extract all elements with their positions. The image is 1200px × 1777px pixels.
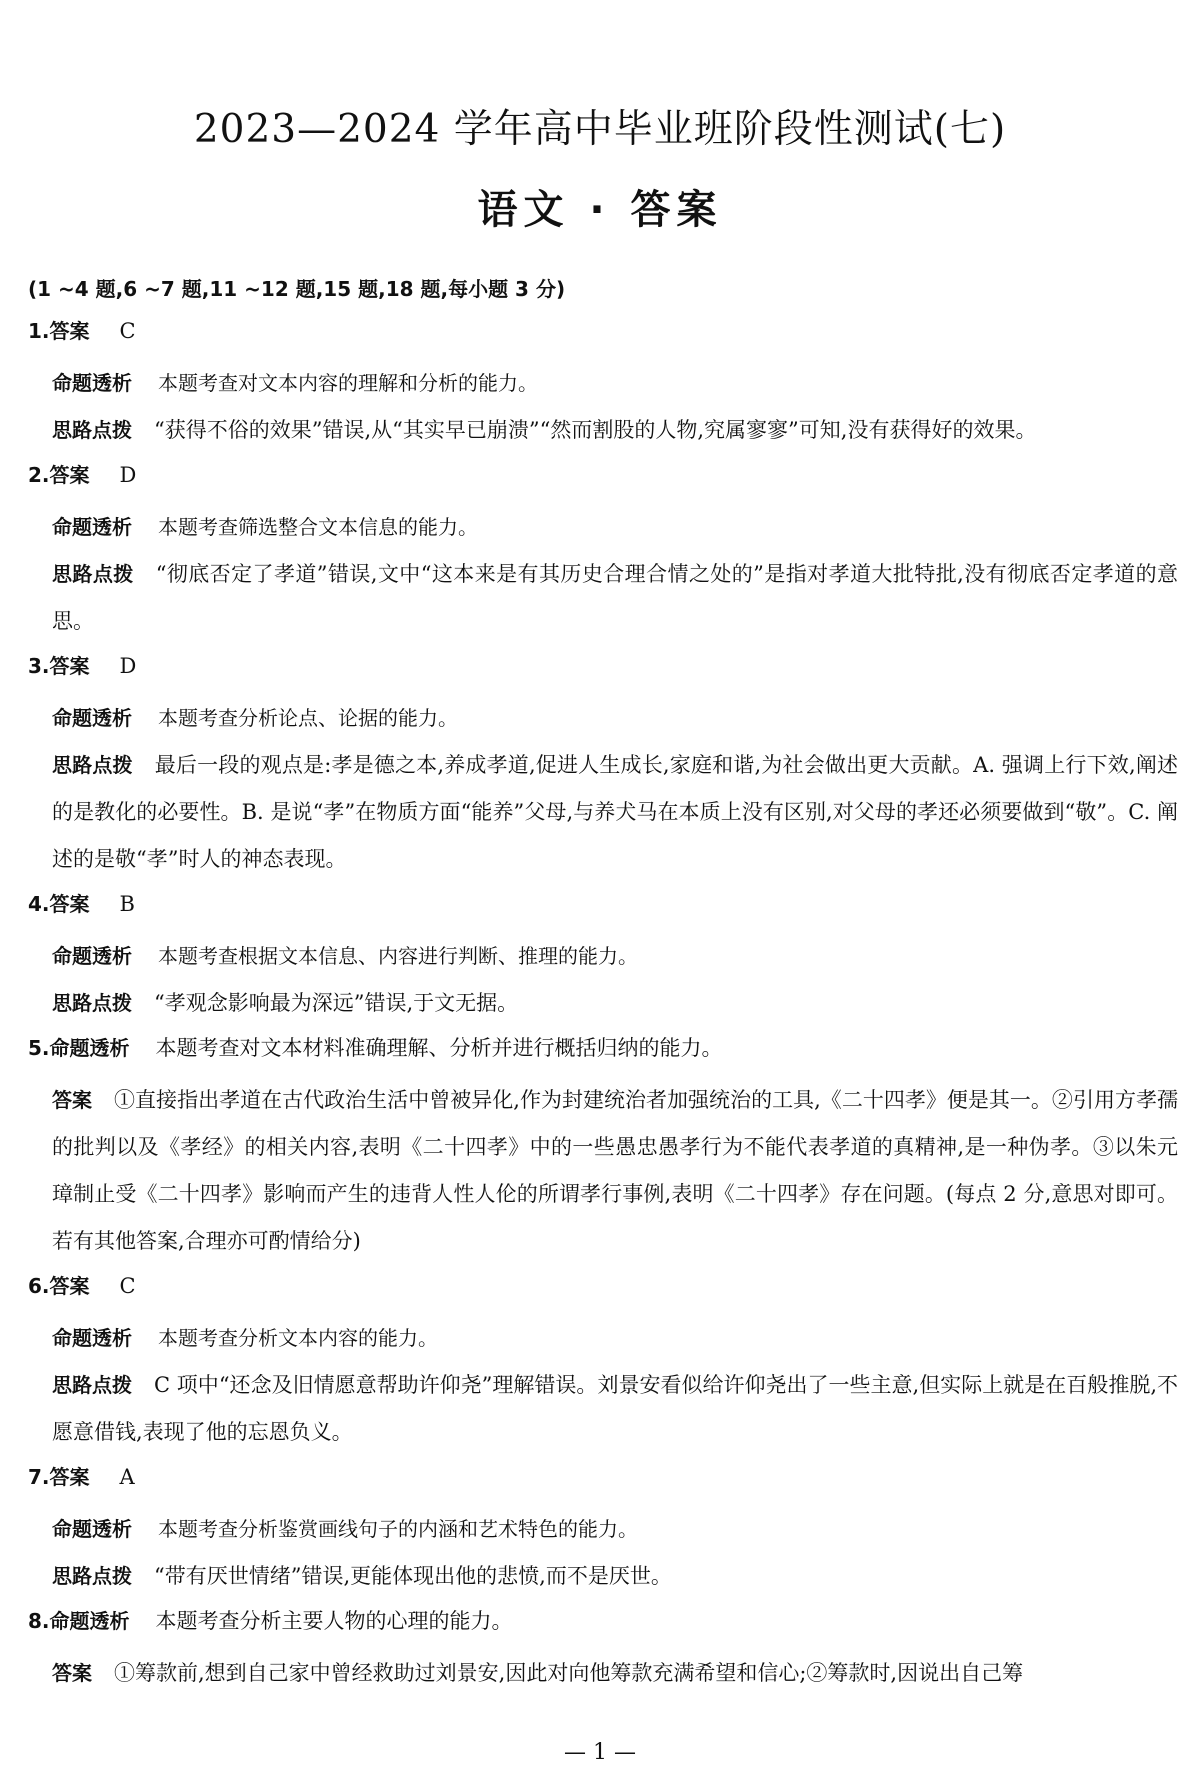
intent-label: 命题透析: [52, 1517, 132, 1541]
answer-value: B: [119, 892, 135, 916]
intent-text: 本题考查筛选整合文本信息的能力。: [158, 515, 478, 539]
answer-label: 答案: [49, 319, 90, 343]
question-number: 3.: [28, 654, 50, 678]
intent-label: 命题透析: [52, 944, 132, 968]
hint-text: 最后一段的观点是:孝是德之本,养成孝道,促进人生成长,家庭和谐,为社会做出更大贡献。A. 强调上行下效,阐述的是教化的必要性。B. 是说“孝”在物质方面“能养”父母,与养犬马在本质上没有区别,对父母的孝还必须要做到“敬”。C. 阐述的是敬“孝”时人的神态表现。: [52, 753, 1178, 871]
hint-text: “孝观念影响最为深远”错误,于文无据。: [154, 991, 519, 1015]
question-3-hint: [28, 742, 1178, 883]
hint-text: “获得不俗的效果”错误,从“其实早已崩溃”“然而割股的人物,究属寥寥”可知,没有获得好的效果。: [154, 418, 1037, 442]
hint-text: C 项中“还念及旧情愿意帮助许仰尧”理解错误。刘景安看似给许仰尧出了一些主意,但实际上就是在百般推脱,不愿意借钱,表现了他的忘恩负义。: [52, 1373, 1179, 1444]
answer-label: 答案: [52, 1088, 93, 1112]
hint-text: “彻底否定了孝道”错误,文中“这本来是有其历史合理合情之处的”是指对孝道大批特批,没有彻底否定孝道的意思。: [52, 562, 1178, 633]
question-5-intent: [28, 1027, 1178, 1069]
answer-label: 答案: [52, 1661, 92, 1685]
page-number: — 1 —: [564, 1740, 636, 1765]
intent-text: 本题考查分析主要人物的心理的能力。: [155, 1609, 513, 1633]
intent-label: 命题透析: [52, 706, 132, 730]
intent-text: 本题考查对文本材料准确理解、分析并进行概括归纳的能力。: [155, 1036, 723, 1060]
intent-label: 命题透析: [49, 1036, 130, 1060]
question-5-answer: [28, 1077, 1178, 1265]
question-number: 1.: [28, 319, 50, 343]
scoring-note: (1 ~4 题,6 ~7 题,11 ~12 题,15 题,18 题,每小题 3 分): [28, 277, 566, 301]
question-number: 4.: [28, 892, 50, 916]
intent-label: 命题透析: [52, 371, 132, 395]
question-3-answer: [28, 645, 1178, 687]
question-1-intent: [28, 360, 1178, 407]
hint-label: 思路点拨: [52, 991, 132, 1015]
question-6-answer: [28, 1265, 1178, 1307]
hint-label: 思路点拨: [52, 1564, 132, 1588]
intent-text: 本题考查分析文本内容的能力。: [158, 1326, 438, 1350]
question-6-intent: [28, 1315, 1178, 1362]
answer-text: ①直接指出孝道在古代政治生活中曾被异化,作为封建统治者加强统治的工具,《二十四孝》便是其一。②引用方孝孺的批判以及《孝经》的相关内容,表明《二十四孝》中的一些愚忠愚孝行为不能代表孝道的真精神,是一种伪孝。③以朱元璋制止受《二十四孝》影响而产生的违背人性人伦的所谓孝行事例,表明《二十四孝》存在问题。(每点 2 分,意思对即可。若有其他答案,合理亦可酌情给分): [52, 1088, 1178, 1253]
question-number: 2.: [28, 463, 50, 487]
page-subtitle: 语文 · 答案: [477, 187, 723, 233]
hint-label: 思路点拨: [52, 753, 133, 777]
hint-label: 思路点拨: [52, 418, 132, 442]
question-number: 6.: [28, 1274, 50, 1298]
question-7-intent: [28, 1506, 1178, 1553]
question-8-intent: [28, 1600, 1178, 1642]
hint-text: “带有厌世情绪”错误,更能体现出他的悲愤,而不是厌世。: [154, 1564, 672, 1588]
answer-value: C: [119, 1274, 136, 1298]
answer-label: 答案: [49, 1274, 90, 1298]
answer-label: 答案: [49, 463, 90, 487]
answer-label: 答案: [49, 654, 90, 678]
question-1-hint: [28, 407, 1178, 454]
intent-text: 本题考查根据文本信息、内容进行判断、推理的能力。: [158, 944, 638, 968]
question-number: 8.: [28, 1609, 50, 1633]
question-2-intent: [28, 504, 1178, 551]
answer-value: D: [119, 654, 137, 678]
question-4-intent: [28, 933, 1178, 980]
hint-label: 思路点拨: [52, 562, 134, 586]
answer-value: D: [119, 463, 137, 487]
question-1-answer: [28, 310, 1178, 352]
question-7-hint: [28, 1553, 1178, 1600]
intent-text: 本题考查分析论点、论据的能力。: [158, 706, 458, 730]
answer-text: ①筹款前,想到自己家中曾经救助过刘景安,因此对向他筹款充满希望和信心;②筹款时,因说出自己筹: [114, 1661, 1024, 1685]
question-2-answer: [28, 454, 1178, 496]
answer-value: A: [119, 1465, 135, 1489]
page-title: 2023—2024 学年高中毕业班阶段性测试(七): [193, 107, 1007, 152]
intent-label: 命题透析: [49, 1609, 130, 1633]
intent-label: 命题透析: [52, 1326, 132, 1350]
question-8-answer: [28, 1650, 1178, 1697]
question-number: 5.: [28, 1036, 50, 1060]
intent-text: 本题考查对文本内容的理解和分析的能力。: [158, 371, 538, 395]
intent-label: 命题透析: [52, 515, 132, 539]
intent-text: 本题考查分析鉴赏画线句子的内涵和艺术特色的能力。: [158, 1517, 638, 1541]
answer-label: 答案: [49, 1465, 90, 1489]
question-4-answer: [28, 883, 1178, 925]
question-3-intent: [28, 695, 1178, 742]
question-6-hint: [28, 1362, 1178, 1456]
question-7-answer: [28, 1456, 1178, 1498]
question-4-hint: [28, 980, 1178, 1027]
answer-content: [28, 268, 1178, 1697]
answer-label: 答案: [49, 892, 90, 916]
question-2-hint: [28, 551, 1178, 645]
hint-label: 思路点拨: [52, 1373, 133, 1397]
answer-value: C: [119, 319, 136, 343]
question-number: 7.: [28, 1465, 50, 1489]
